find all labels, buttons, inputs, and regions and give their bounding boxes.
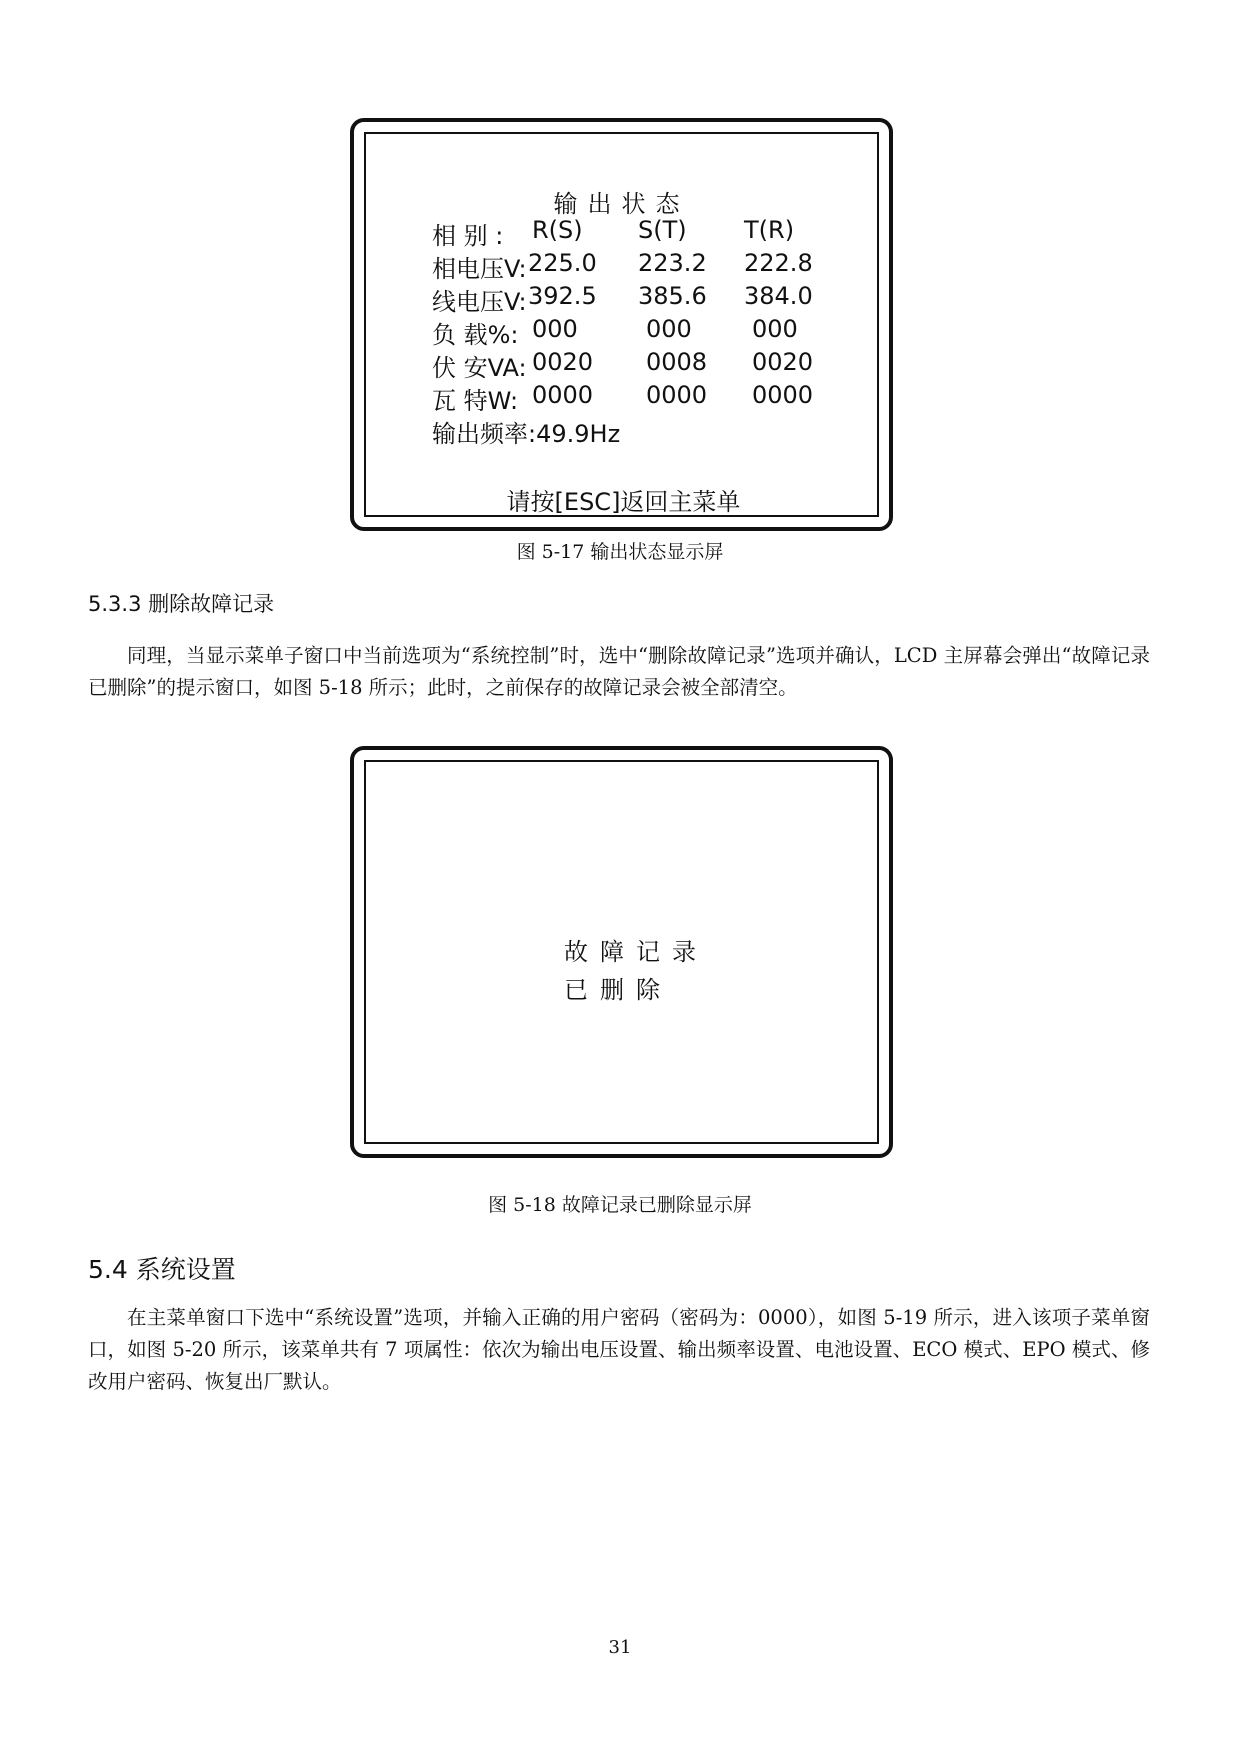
section-paragraph-5-4: 在主菜单窗口下选中“系统设置”选项，并输入正确的用户密码（密码为：0000），如图 5-19 所示，进入该项子菜单窗口，如图 5-20 所示，该菜单共有 7 项属性：依次为输出电压设置、输出频率设置、电池设置、ECO 模式、EPO 模式、修改用户密码、恢复出厂默认。 — [88, 1306, 1150, 1393]
row-label: 相 别 : — [432, 222, 504, 250]
value-r: 000 — [532, 315, 578, 343]
value-t: 384.0 — [744, 282, 813, 310]
row-label: 线电压V: — [432, 288, 527, 316]
esc-return-hint: 请按[ESC]返回主菜单 — [506, 488, 741, 516]
screen-inner-border — [364, 760, 879, 1144]
deleted-message: 已删除 — [564, 976, 672, 1004]
value-t: 0000 — [752, 381, 814, 409]
row-label: 瓦 特W: — [432, 387, 519, 415]
value-r: 0020 — [532, 348, 594, 376]
value-t: 000 — [752, 315, 798, 343]
frequency-readout: 输出频率:49.9Hz — [432, 420, 621, 448]
fault-deleted-screen — [350, 746, 893, 1158]
page-number: 31 — [608, 1637, 632, 1658]
value-s: 0008 — [646, 348, 708, 376]
value-s: S(T) — [638, 216, 687, 244]
fault-record-message: 故障记录 — [564, 938, 708, 966]
figure-caption-5-17: 图 5-17 输出状态显示屏 — [516, 541, 724, 563]
section-paragraph-5-3-3: 同理，当显示菜单子窗口中当前选项为“系统控制”时，选中“删除故障记录”选项并确认，LCD 主屏幕会弹出“故障记录已删除”的提示窗口，如图 5-18 所示；此时，之前保存的故障记录会被全部清空。 — [88, 644, 1150, 699]
value-t: T(R) — [744, 216, 795, 244]
output-status-screen — [350, 118, 893, 531]
section-heading-5-4: 5.4 系统设置 — [88, 1255, 236, 1284]
value-s: 000 — [646, 315, 692, 343]
screen-inner-border — [364, 132, 879, 517]
value-s: 223.2 — [638, 249, 707, 277]
screen-title: 输出状态 — [553, 190, 690, 218]
section-heading-5-3-3: 5.3.3 删除故障记录 — [88, 592, 275, 616]
value-s: 0000 — [646, 381, 708, 409]
row-label: 负 载%: — [432, 321, 519, 349]
value-r: R(S) — [532, 216, 583, 244]
value-r: 225.0 — [528, 249, 597, 277]
row-label: 相电压V: — [432, 255, 527, 283]
value-r: 0000 — [532, 381, 594, 409]
row-label: 伏 安VA: — [432, 354, 527, 382]
value-t: 0020 — [752, 348, 814, 376]
figure-caption-5-18: 图 5-18 故障记录已删除显示屏 — [488, 1194, 752, 1216]
value-r: 392.5 — [528, 282, 597, 310]
value-t: 222.8 — [744, 249, 813, 277]
value-s: 385.6 — [638, 282, 707, 310]
